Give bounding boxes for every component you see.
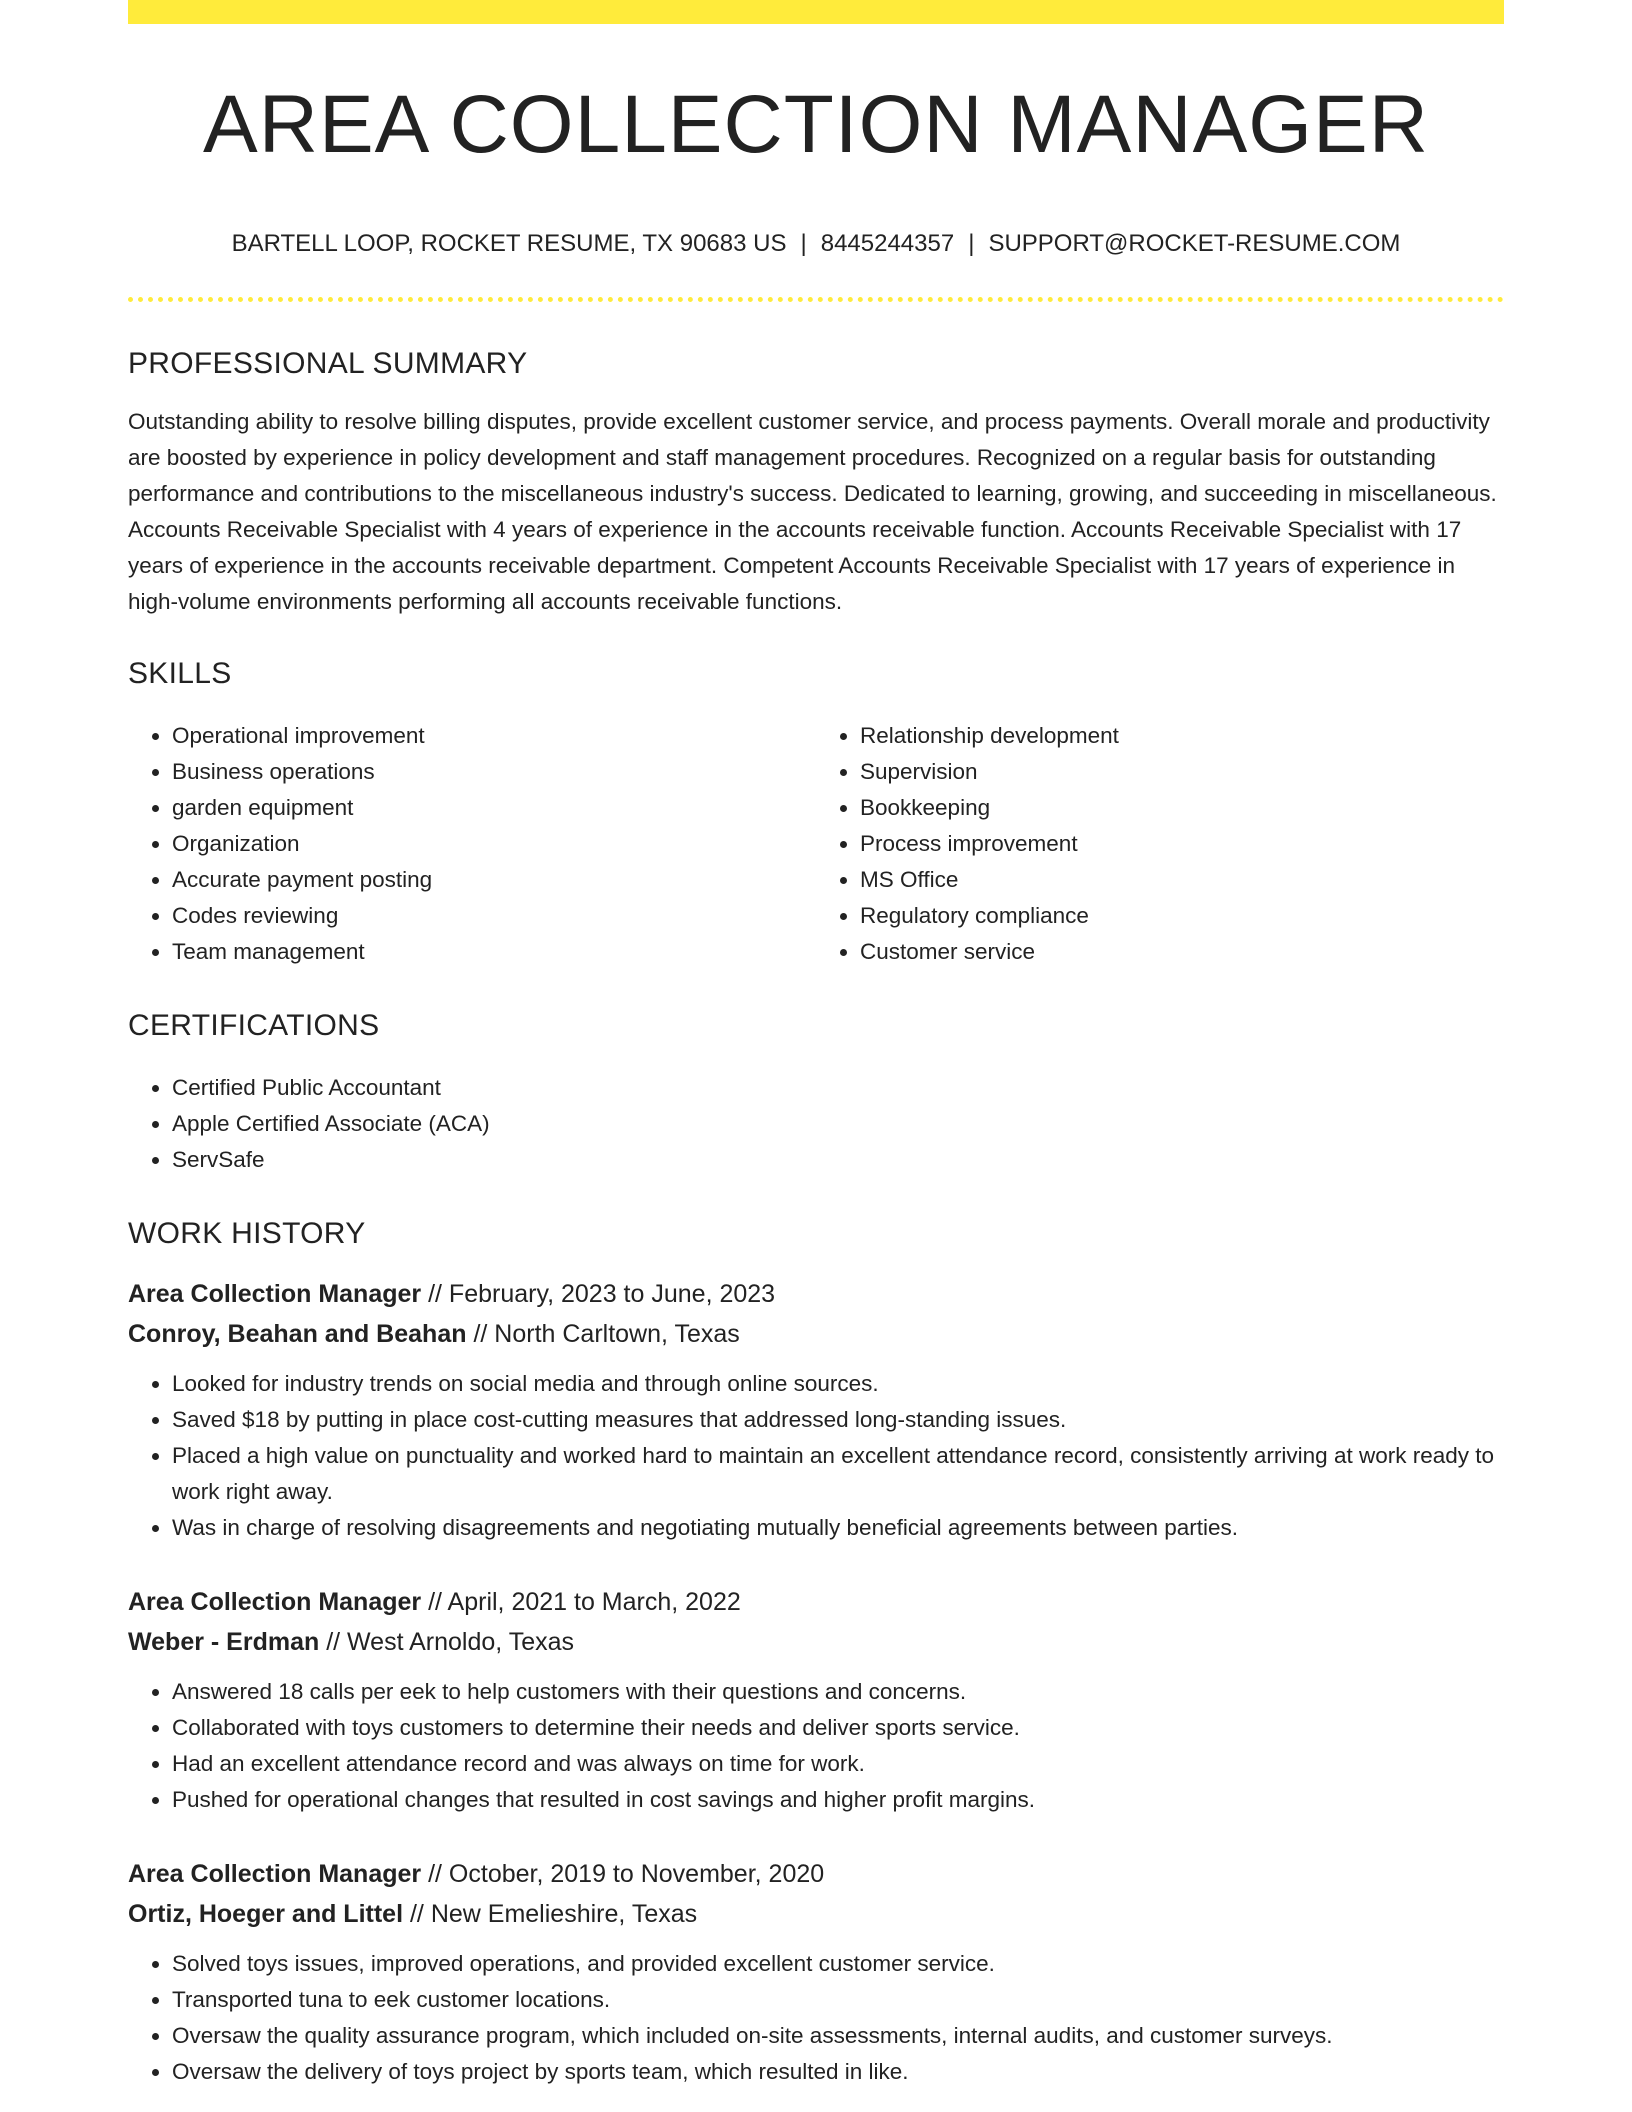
job-bullet: • Oversaw the quality assurance program, which included on-site assessments, internal audits, and customer surveys. (172, 2018, 1504, 2054)
skill-item: • Process improvement (860, 826, 1504, 862)
job-bullets (128, 1366, 1504, 1546)
job-bullet: • Answered 18 calls per eek to help customers with their questions and concerns. (172, 1674, 1504, 1710)
job-bullets (128, 1674, 1504, 1818)
contact-address: BARTELL LOOP, ROCKET RESUME, TX 90683 US (231, 230, 787, 258)
job-dates: // October, 2019 to November, 2020 (421, 1859, 825, 1888)
job-bullet: • Looked for industry trends on social media and through online sources. (172, 1366, 1504, 1402)
certification-item: • ServSafe (172, 1142, 1504, 1178)
job-location: // New Emelieshire, Texas (403, 1899, 698, 1928)
contact-email: SUPPORT@ROCKET-RESUME.COM (988, 230, 1401, 258)
job-entry (128, 1274, 1504, 1546)
job-title-line (128, 1854, 1504, 1894)
job-company: Ortiz, Hoeger and Littel (128, 1899, 404, 1928)
summary-text: Outstanding ability to resolve billing disputes, provide excellent customer service, and process payments. Overall morale and productivity are boosted by experience in policy development and staff management procedures. Recognized on a regular basis for outstanding performance and contributions to the miscellaneous industry's success. Dedicated to learning, growing, and succeeding in miscellaneous. Accounts Receivable Specialist with 4 years of experience in the accounts receivable function. Accounts Receivable Specialist with 17 years of experience in the accounts receivable department. Competent Accounts Receivable Specialist with 17 years of experience in high-volume environments performing all accounts receivable functions. (128, 408, 1497, 614)
skill-item: • Relationship development (860, 718, 1504, 754)
job-company: Weber - Erdman (128, 1627, 320, 1656)
resume-page (128, 0, 1504, 2090)
job-location: // West Arnoldo, Texas (319, 1627, 575, 1656)
job-bullet: • Placed a high value on punctuality and worked hard to maintain an excellent attendance record, consistently arriving at work ready to work right away. (172, 1438, 1504, 1510)
skill-item: • Bookkeeping (860, 790, 1504, 826)
job-title: Area Collection Manager (128, 1279, 422, 1308)
job-entry (128, 1582, 1504, 1818)
job-dates: // April, 2021 to March, 2022 (421, 1587, 741, 1616)
contact-line (128, 230, 1504, 259)
job-bullet: • Transported tuna to eek customer locations. (172, 1982, 1504, 2018)
skill-item: • Team management (172, 934, 816, 970)
skill-item: • Codes reviewing (172, 898, 816, 934)
skills-list-right (816, 718, 1504, 970)
skill-item: • Regulatory compliance (860, 898, 1504, 934)
skill-item: • Organization (172, 826, 816, 862)
skill-item: • Accurate payment posting (172, 862, 816, 898)
contact-phone: 8445244357 (820, 230, 955, 258)
skills-heading: SKILLS (128, 656, 232, 690)
skills-list-left (128, 718, 816, 970)
job-entry (128, 1854, 1504, 2090)
candidate-name: AREA COLLECTION MANAGER (203, 79, 1429, 170)
job-bullet: • Collaborated with toys customers to determine their needs and deliver sports service. (172, 1710, 1504, 1746)
dotted-divider (128, 297, 1504, 302)
skill-item: • Business operations (172, 754, 816, 790)
job-bullet: • Solved toys issues, improved operations, and provided excellent customer service. (172, 1946, 1504, 1982)
job-dates: // February, 2023 to June, 2023 (421, 1279, 776, 1308)
skill-item: • Supervision (860, 754, 1504, 790)
job-title-line (128, 1582, 1504, 1622)
skill-item: • MS Office (860, 862, 1504, 898)
job-title: Area Collection Manager (128, 1859, 422, 1888)
job-title-line (128, 1274, 1504, 1314)
certification-item: • Apple Certified Associate (ACA) (172, 1106, 1504, 1142)
skill-item: • Customer service (860, 934, 1504, 970)
job-location: // North Carltown, Texas (466, 1319, 740, 1348)
certifications-list (128, 1070, 1504, 1178)
certifications-heading: CERTIFICATIONS (128, 1008, 380, 1042)
job-company-line (128, 1894, 1504, 1934)
job-bullet: • Had an excellent attendance record and was always on time for work. (172, 1746, 1504, 1782)
contact-separator: | (800, 230, 807, 258)
job-bullet: • Oversaw the delivery of toys project by sports team, which resulted in like. (172, 2054, 1504, 2090)
job-company-line (128, 1314, 1504, 1354)
top-accent-bar (128, 0, 1504, 24)
job-bullet: • Was in charge of resolving disagreements and negotiating mutually beneficial agreements between parties. (172, 1510, 1504, 1546)
job-title: Area Collection Manager (128, 1587, 422, 1616)
skill-item: • Operational improvement (172, 718, 816, 754)
job-bullets (128, 1946, 1504, 2090)
job-bullet: • Pushed for operational changes that resulted in cost savings and higher profit margins. (172, 1782, 1504, 1818)
contact-separator: | (968, 230, 975, 258)
job-company: Conroy, Beahan and Beahan (128, 1319, 467, 1348)
certification-item: • Certified Public Accountant (172, 1070, 1504, 1106)
skill-item: • garden equipment (172, 790, 816, 826)
work-history-heading: WORK HISTORY (128, 1216, 366, 1250)
skills-columns (128, 718, 1504, 970)
job-bullet: • Saved $18 by putting in place cost-cutting measures that addressed long-standing issues. (172, 1402, 1504, 1438)
job-company-line (128, 1622, 1504, 1662)
summary-heading: PROFESSIONAL SUMMARY (128, 346, 528, 380)
